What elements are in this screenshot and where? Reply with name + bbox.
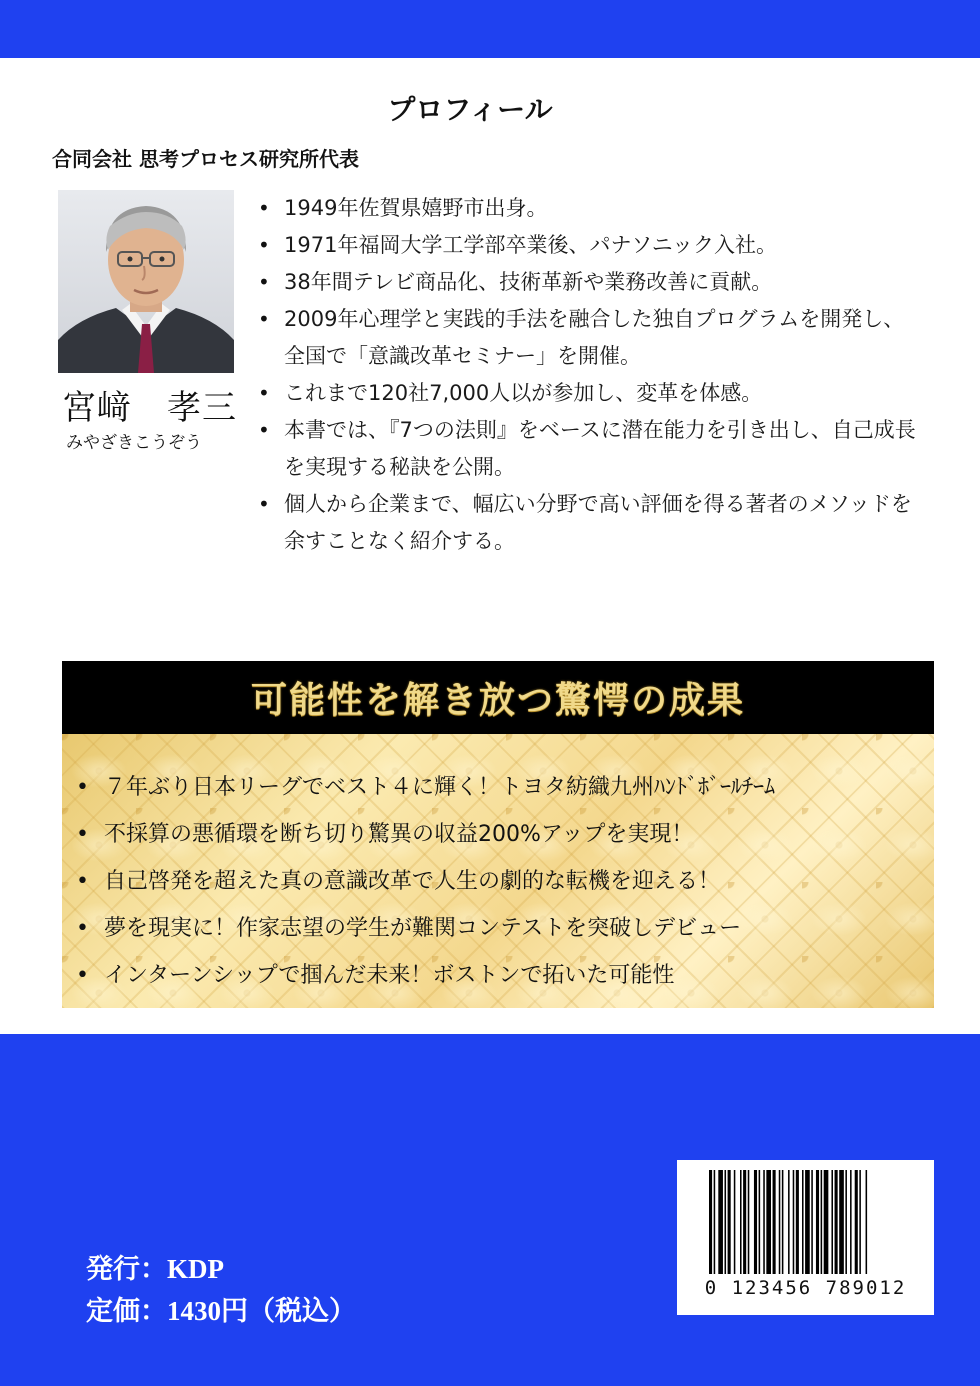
barcode-bar <box>709 1170 712 1274</box>
bio-item: • 38年間テレビ商品化、技術革新や業務改善に貢献。 <box>258 264 920 301</box>
barcode-bar <box>824 1170 829 1274</box>
barcode-bar <box>811 1170 813 1274</box>
barcode-bar <box>743 1170 746 1274</box>
author-name-kana: みやざきこうぞう <box>66 433 202 453</box>
publisher-info <box>86 1248 356 1332</box>
barcode-bar <box>821 1170 823 1274</box>
bio-item: • これまで120社7,000人以が参加し、変革を体感。 <box>258 375 920 412</box>
barcode-bar <box>839 1170 844 1274</box>
bio-item: • 本書では、『7つの法則』をベースに潜在能力を引き出し、自己成長を実現する秘訣を公開。 <box>258 412 920 486</box>
barcode-bar <box>835 1170 838 1274</box>
result-item: • インターンシップで掴んだ未来！ボストンで拓いた可能性 <box>76 952 926 999</box>
publisher-line: 発行：KDP <box>86 1254 224 1284</box>
result-item: • ７年ぶり日本リーグでベスト４に輝く！トヨタ紡織九州ﾊﾝﾄﾞﾎﾞｰﾙﾁｰﾑ <box>76 764 926 811</box>
barcode-bar <box>793 1170 795 1274</box>
barcode-bar <box>748 1170 750 1274</box>
barcode-bar <box>831 1170 833 1274</box>
barcode-bar <box>805 1170 810 1274</box>
barcode-bar <box>740 1170 742 1274</box>
results-header <box>62 661 934 734</box>
company-title: 合同会社 思考プロセス研究所代表 <box>52 147 359 171</box>
bio-item: • 1971年福岡大学工学部卒業後、パナソニック入社。 <box>258 227 920 264</box>
profile-heading: プロフィール <box>387 93 553 126</box>
result-item: • 夢を現実に！作家志望の学生が難関コンテストを突破しデビュー <box>76 905 926 952</box>
result-item: • 自己啓発を超えた真の意識改革で人生の劇的な転機を迎える！ <box>76 858 926 905</box>
barcode-bar <box>728 1170 731 1274</box>
barcode-bar <box>734 1170 736 1274</box>
barcode-digits: 0 123456 789012 <box>704 1277 907 1299</box>
barcode-bar <box>788 1170 790 1274</box>
author-portrait-icon <box>58 190 234 373</box>
barcode-bar <box>816 1170 819 1274</box>
barcode-bar <box>754 1170 757 1274</box>
barcode-bar <box>773 1170 776 1274</box>
barcode-bar <box>779 1170 781 1274</box>
barcode-bar <box>796 1170 799 1274</box>
barcode-icon <box>687 1170 924 1274</box>
barcode-box <box>677 1160 934 1315</box>
barcode-bar <box>845 1170 847 1274</box>
barcode-bar <box>763 1170 765 1274</box>
barcode-bar <box>850 1170 852 1274</box>
top-blue-band <box>0 0 980 58</box>
bio-item: • 2009年心理学と実践的手法を融合した独自プログラムを開発し、全国で「意識改革セミナー」を開催。 <box>258 301 920 375</box>
barcode-bar <box>759 1170 761 1274</box>
barcode-bar <box>855 1170 858 1274</box>
barcode-bar <box>725 1170 727 1274</box>
bio-list <box>258 190 920 560</box>
barcode-bar <box>718 1170 723 1274</box>
barcode-bar <box>766 1170 771 1274</box>
bio-item: • 個人から企業まで、幅広い分野で高い評価を得る著者のメソッドを余すことなく紹介する。 <box>258 486 920 560</box>
price-line: 定価：1430円（税込） <box>86 1296 356 1326</box>
author-name: 宮﨑 孝三 <box>62 388 237 428</box>
results-list <box>76 764 926 999</box>
bio-item: • 1949年佐賀県嬉野市出身。 <box>258 190 920 227</box>
barcode-bar <box>866 1170 868 1274</box>
barcode-bar <box>714 1170 716 1274</box>
result-item: • 不採算の悪循環を断ち切り驚異の収益200%アップを実現！ <box>76 811 926 858</box>
results-title: 可能性を解き放つ驚愕の成果 <box>250 680 745 721</box>
barcode-bar <box>802 1170 804 1274</box>
barcode-bar <box>859 1170 861 1274</box>
barcode-bar <box>782 1170 784 1274</box>
